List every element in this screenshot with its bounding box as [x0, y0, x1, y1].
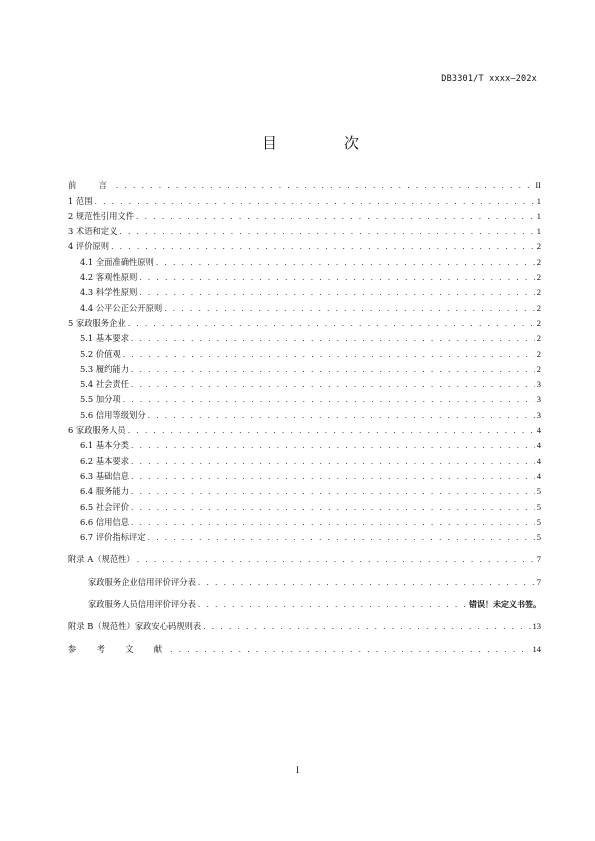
toc-entry[interactable]: [68, 239, 541, 254]
toc-entry-page: 3: [536, 394, 541, 405]
toc-entry-label: 5 家政服务企业: [68, 317, 126, 328]
toc-entry-label: 家政服务企业信用评价评分表: [88, 576, 196, 587]
toc-entry-label: 6.6 信用信息: [80, 516, 130, 527]
toc-leader-dots: [170, 642, 530, 657]
toc-entry[interactable]: [68, 597, 541, 612]
toc-entry[interactable]: [68, 469, 541, 484]
page-title: 目 次: [261, 134, 385, 152]
toc-leader-dots: [198, 597, 467, 612]
toc-entry-label: 家政服务人员信用评价评分表: [88, 599, 196, 610]
toc-entry-label: 3 术语和定义: [68, 226, 118, 237]
toc-entry-page: 5: [536, 516, 541, 527]
toc-leader-dots: [198, 575, 535, 590]
toc-entry-label: 6.4 服务能力: [80, 486, 130, 497]
table-of-contents: [68, 178, 541, 657]
toc-entry-label: 5.2 价值观: [80, 348, 121, 359]
toc-entry-label: 6.2 基本要求: [80, 455, 130, 466]
toc-entry-label: 5.4 社会责任: [80, 379, 130, 390]
toc-entry-page: 13: [532, 621, 541, 632]
toc-leader-dots: [131, 377, 535, 392]
toc-entry-page: 2: [536, 317, 541, 328]
toc-entry-page: 5: [536, 532, 541, 543]
toc-entry[interactable]: [68, 346, 541, 361]
toc-entry-label: 4 评价原则: [68, 241, 110, 252]
toc-leader-dots: [123, 347, 535, 362]
toc-entry-label: 4.2 客观性原则: [80, 272, 138, 283]
toc-entry-page: 3: [536, 409, 541, 420]
toc-leader-dots: [123, 392, 535, 407]
toc-leader-dots: [116, 178, 533, 193]
toc-entry-label: 附录 B（规范性）家政安心码规则表: [68, 621, 202, 632]
toc-entry-page: 5: [536, 501, 541, 512]
toc-leader-dots: [131, 331, 535, 346]
toc-entry-label: 5.6 信用等级划分: [80, 409, 146, 420]
toc-entry[interactable]: [68, 515, 541, 530]
toc-leader-dots: [139, 270, 534, 285]
toc-entry[interactable]: [68, 619, 541, 634]
toc-entry[interactable]: [68, 193, 541, 208]
toc-entry-page: II: [535, 180, 541, 191]
footer-page-number: I: [296, 765, 299, 775]
toc-entry-label: 附录 A（规范性）: [68, 554, 135, 565]
toc-entry-page: 14: [532, 643, 541, 654]
toc-leader-dots: [131, 484, 535, 499]
toc-entry-page: 5: [536, 486, 541, 497]
toc-entry[interactable]: [68, 254, 541, 269]
toc-entry-label: 6.7 评价指标评定: [80, 532, 146, 543]
toc-entry-label: 前 言: [68, 180, 114, 191]
toc-entry[interactable]: [68, 407, 541, 422]
toc-entry-label: 4.4 公平公正公开原则: [80, 302, 163, 313]
toc-entry-label: 6.1 基本分类: [80, 440, 130, 451]
toc-leader-dots: [164, 301, 535, 316]
toc-entry[interactable]: [68, 530, 541, 545]
toc-entry-page: 4: [536, 440, 541, 451]
toc-entry-page: 2: [536, 287, 541, 298]
toc-leader-dots: [95, 194, 535, 209]
toc-entry-label: 6 家政服务人员: [68, 425, 126, 436]
toc-entry[interactable]: [68, 574, 541, 589]
toc-leader-dots: [131, 515, 535, 530]
toc-entry[interactable]: [68, 285, 541, 300]
toc-entry-label: 4.3 科学性原则: [80, 287, 138, 298]
toc-entry-page: 3: [536, 379, 541, 390]
toc-entry-page: 错误！未定义书签。: [469, 600, 541, 610]
toc-leader-dots: [148, 408, 535, 423]
toc-entry-label: 5.1 基本要求: [80, 333, 130, 344]
toc-entry-page: 2: [536, 348, 541, 359]
toc-entry-label: 4.1 全面准确性原则: [80, 256, 154, 267]
toc-entry[interactable]: [68, 377, 541, 392]
toc-entry[interactable]: [68, 316, 541, 331]
toc-entry-label: 5.5 加分项: [80, 394, 121, 405]
toc-entry[interactable]: [68, 209, 541, 224]
toc-leader-dots: [111, 239, 535, 254]
toc-entry-label: 5.3 履约能力: [80, 363, 130, 374]
toc-entry-page: 2: [536, 302, 541, 313]
toc-entry[interactable]: [68, 453, 541, 468]
toc-entry[interactable]: [68, 270, 541, 285]
toc-leader-dots: [131, 362, 535, 377]
toc-entry-page: 2: [536, 333, 541, 344]
toc-leader-dots: [139, 285, 534, 300]
toc-entry-page: 2: [536, 363, 541, 374]
toc-leader-dots: [131, 469, 535, 484]
toc-leader-dots: [136, 209, 535, 224]
toc-entry-page: 7: [536, 576, 541, 587]
toc-entry[interactable]: [68, 224, 541, 239]
toc-entry-page: 7: [536, 554, 541, 565]
toc-entry-label: 6.3 基础信息: [80, 470, 130, 481]
toc-entry-page: 4: [536, 470, 541, 481]
toc-entry-page: 4: [536, 425, 541, 436]
toc-entry-page: 4: [536, 455, 541, 466]
toc-entry-page: 2: [536, 256, 541, 267]
toc-entry-page: 1: [536, 195, 541, 206]
toc-leader-dots: [128, 423, 535, 438]
toc-leader-dots: [156, 255, 535, 270]
toc-entry[interactable]: [68, 423, 541, 438]
toc-leader-dots: [128, 316, 535, 331]
toc-leader-dots: [119, 224, 534, 239]
toc-entry-page: 2: [536, 272, 541, 283]
document-code: DB3301/T xxxx—202x: [441, 74, 537, 84]
toc-leader-dots: [137, 552, 535, 567]
toc-entry-page: 2: [536, 241, 541, 252]
toc-entry[interactable]: [68, 331, 541, 346]
toc-leader-dots: [131, 438, 535, 453]
toc-entry-label: 参 考 文 献: [68, 643, 169, 654]
toc-leader-dots: [148, 530, 535, 545]
toc-entry[interactable]: [68, 438, 541, 453]
toc-entry-page: 1: [536, 226, 541, 237]
toc-leader-dots: [131, 454, 535, 469]
toc-entry[interactable]: [68, 484, 541, 499]
toc-entry[interactable]: [68, 392, 541, 407]
toc-entry[interactable]: [68, 300, 541, 315]
toc-entry-label: 6.5 社会评价: [80, 501, 130, 512]
toc-entry[interactable]: [68, 552, 541, 567]
toc-entry[interactable]: [68, 178, 541, 193]
toc-leader-dots: [131, 500, 535, 515]
toc-entry-label: 2 规范性引用文件: [68, 210, 134, 221]
toc-entry[interactable]: [68, 362, 541, 377]
toc-entry[interactable]: [68, 641, 541, 656]
toc-entry[interactable]: [68, 499, 541, 514]
toc-leader-dots: [203, 619, 530, 634]
toc-entry-page: 1: [536, 210, 541, 221]
toc-entry-label: 1 范围: [68, 195, 93, 206]
